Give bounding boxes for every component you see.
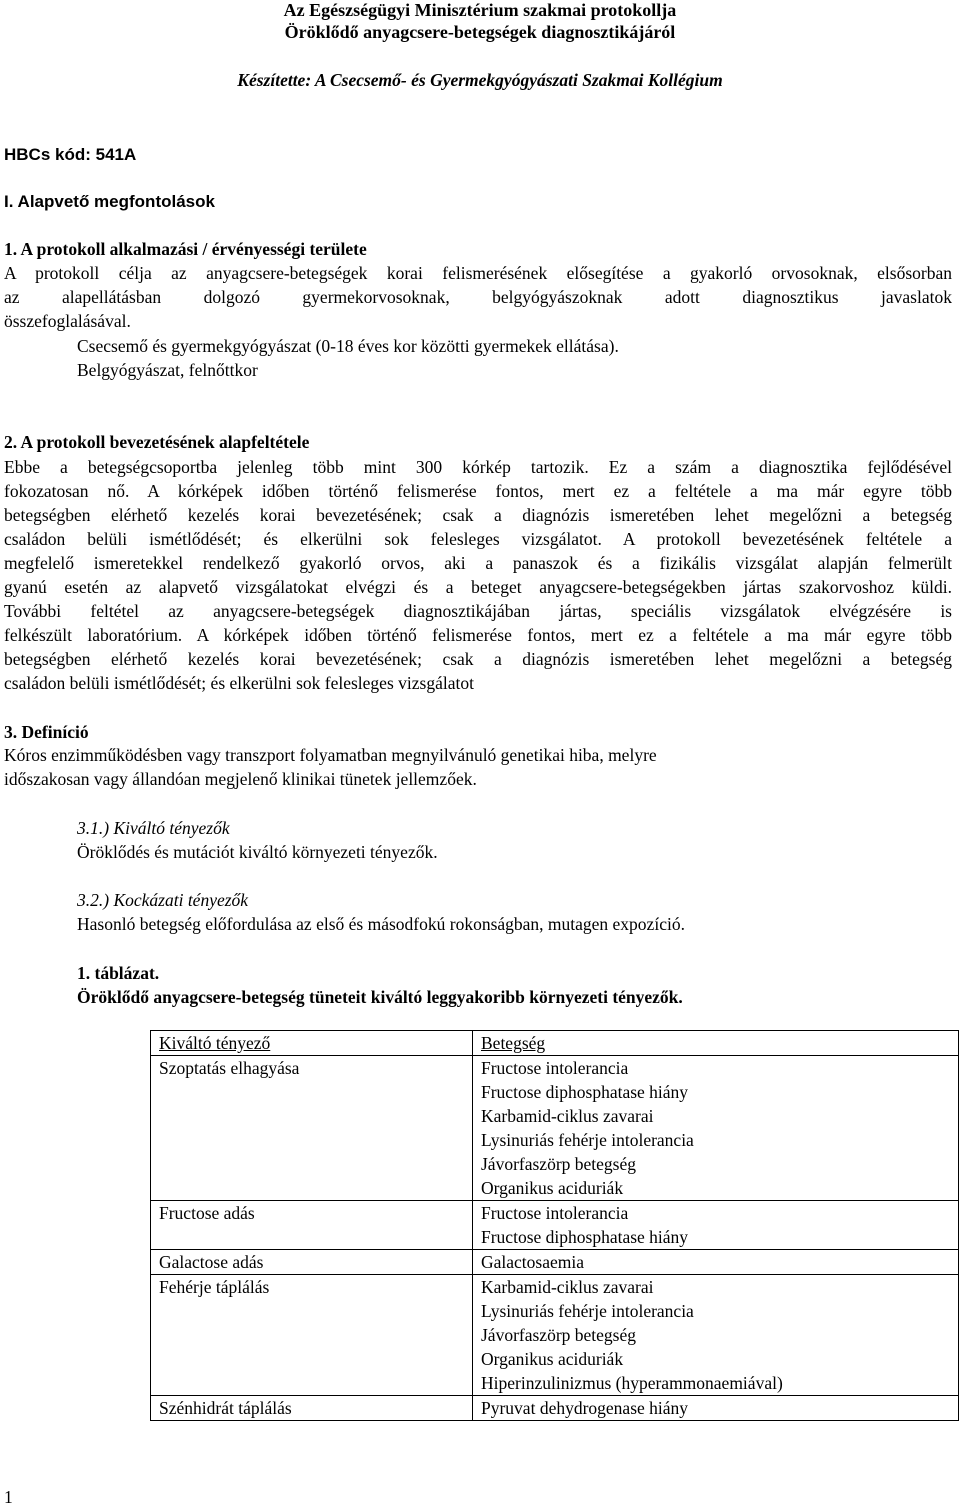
disease-text: Fructose intolerancia <box>481 1203 629 1223</box>
subsection-3-2-text: Hasonló betegség előfordulása az első és másodfokú rokonságban, mutagen expozíció. <box>77 914 685 934</box>
factor-text: Galactose adás <box>159 1252 264 1272</box>
disease-cell <box>473 1201 959 1250</box>
table-caption: Öröklődő anyagcsere-betegség tüneteit kiváltó leggyakoribb környezeti tényezők. <box>77 987 683 1007</box>
factor-cell <box>151 1275 473 1396</box>
disease-cell <box>473 1250 959 1275</box>
factor-text: Fehérje táplálás <box>159 1277 270 1297</box>
section-3-heading: 3. Definíció <box>4 722 89 742</box>
table-row <box>151 1201 959 1250</box>
factor-cell <box>151 1201 473 1250</box>
disease-text: Pyruvat dehydrogenase hiány <box>481 1398 689 1418</box>
disease-text: Jávorfaszörp betegség <box>481 1154 637 1174</box>
trigger-factors-table <box>150 1030 959 1421</box>
scope-item-pediatrics: Csecsemő és gyermekgyógyászat (0-18 éves kor közötti gyermekek ellátása). <box>77 336 619 356</box>
factor-cell <box>151 1250 473 1275</box>
disease-text: Karbamid-ciklus zavarai <box>481 1106 654 1126</box>
factor-text: Fructose adás <box>159 1203 255 1223</box>
disease-text: Organikus aciduriák <box>481 1349 624 1369</box>
subsection-3-1-text: Öröklődés és mutációt kiváltó környezeti tényezők. <box>77 842 438 862</box>
table-label: 1. táblázat. <box>77 963 160 983</box>
scope-item-internal-medicine: Belgyógyászat, felnőttkor <box>77 360 258 380</box>
document-title-line1: Az Egészségügyi Minisztérium szakmai protokollja <box>283 0 677 20</box>
disease-text: Fructose diphosphatase hiány <box>481 1227 689 1247</box>
table-header-row <box>151 1031 959 1056</box>
table-header-disease: Betegség <box>473 1031 959 1056</box>
paragraph-line: betegségben elérhető kezelés korai bevezetésének; csak a diagnózis ismeretében lehet megelőzni a betegség <box>4 649 952 669</box>
disease-text: Fructose diphosphatase hiány <box>481 1082 689 1102</box>
table-row <box>151 1250 959 1275</box>
disease-cell <box>473 1275 959 1396</box>
disease-text: Fructose intolerancia <box>481 1058 629 1078</box>
table-header-factor: Kiváltó tényező <box>151 1031 473 1056</box>
section-1-paragraph <box>4 261 952 285</box>
disease-text: Lysinuriás fehérje intolerancia <box>481 1130 694 1150</box>
paragraph-line: fokozatosan nő. A kórképek időben történő felismerése fontos, mert ez a feltétele a ma már egyre több <box>4 481 952 501</box>
section-1-paragraph-line2 <box>4 285 952 309</box>
paragraph-line: az alapellátásban dolgozó gyermekorvosoknak, belgyógyászoknak adott diagnosztikus javaslatok <box>4 287 952 307</box>
section-1-paragraph-line3: összefoglalásával. <box>4 311 131 331</box>
paragraph-line: Ebbe a betegségcsoportba jelenleg több mint 300 kórkép tartozik. Ez a szám a diagnosztika fejlődésével <box>4 457 952 477</box>
hbcs-code: HBCs kód: 541A <box>4 145 137 164</box>
section-1-heading: 1. A protokoll alkalmazási / érvényességi területe <box>4 239 367 259</box>
factor-cell <box>151 1056 473 1201</box>
definition-line2: időszakosan vagy állandóan megjelenő klinikai tünetek jellemzőek. <box>4 769 477 789</box>
paragraph-line: megfelelő ismeretekkel rendelkező gyakorló orvos, aki a panaszok és a fizikális vizsgálat alapján felmerült <box>4 553 952 573</box>
subsection-3-2-title: 3.2.) Kockázati tényezők <box>77 890 249 910</box>
section-heading-I: I. Alapvető megfontolások <box>4 192 215 211</box>
section-2-heading: 2. A protokoll bevezetésének alapfeltétele <box>4 432 310 452</box>
table-row <box>151 1056 959 1201</box>
paragraph-line: családon belüli ismétlődését; és elkerülni sok felesleges vizsgálatot <box>4 673 474 693</box>
factor-text: Szénhidrát táplálás <box>159 1398 292 1418</box>
paragraph-line: családon belüli ismétlődését; és elkerülni sok felesleges vizsgálatot. A protokoll bevezetésének feltétele a <box>4 529 952 549</box>
page-number: 1 <box>4 1487 13 1507</box>
disease-text: Lysinuriás fehérje intolerancia <box>481 1301 694 1321</box>
subsection-3-1-title: 3.1.) Kiváltó tényezők <box>77 818 230 838</box>
section-2-paragraph <box>4 455 952 695</box>
paragraph-line: A protokoll célja az anyagcsere-betegségek korai felismerésének elősegítése a gyakorló orvosoknak, elsősorban <box>4 263 952 283</box>
paragraph-line: felkészült laboratórium. A kórképek időben történő felismerése fontos, mert ez a feltétele a ma már egyre több <box>4 625 952 645</box>
table-row <box>151 1275 959 1396</box>
disease-cell <box>473 1396 959 1421</box>
disease-text: Organikus aciduriák <box>481 1178 624 1198</box>
disease-cell <box>473 1056 959 1201</box>
document-author: Készítette: A Csecsemő- és Gyermekgyógyászati Szakmai Kollégium <box>237 70 723 90</box>
definition-line1: Kóros enzimműködésben vagy transzport folyamatban megnyilvánuló genetikai hiba, melyre <box>4 745 657 765</box>
disease-text: Galactosaemia <box>481 1252 585 1272</box>
paragraph-line: betegségben elérhető kezelés korai bevezetésének; csak a diagnózis ismeretében lehet megelőzni a betegség <box>4 505 952 525</box>
table-row <box>151 1396 959 1421</box>
disease-text: Hiperinzulinizmus (hyperammonaemiával) <box>481 1373 783 1393</box>
disease-text: Karbamid-ciklus zavarai <box>481 1277 654 1297</box>
factor-cell <box>151 1396 473 1421</box>
disease-text: Jávorfaszörp betegség <box>481 1325 637 1345</box>
document-title-line2: Öröklődő anyagcsere-betegségek diagnosztikájáról <box>284 22 676 42</box>
factor-text: Szoptatás elhagyása <box>159 1058 300 1078</box>
paragraph-line: További feltétel az anyagcsere-betegségek diagnosztikájában jártas, speciális vizsgálatok elvégzésére is <box>4 601 952 621</box>
paragraph-line: gyanú esetén az alapvető vizsgálatokat elvégzi és a beteget anyagcsere-betegségekben jártas szakorvoshoz küldi. <box>4 577 952 597</box>
